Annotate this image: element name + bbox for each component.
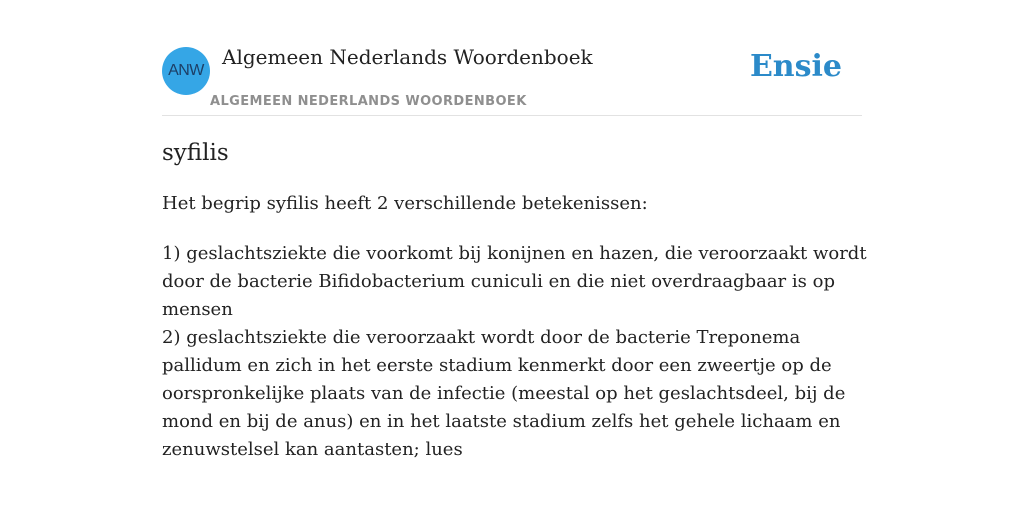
dictionary-header: [162, 0, 862, 116]
ensie-brand-link[interactable]: Ensie: [749, 49, 842, 84]
logo-text: ANW: [168, 62, 204, 79]
entry-term: syfilis: [162, 140, 229, 166]
meaning-item: 1) geslachtsziekte die voorkomt bij konijnen en hazen, die veroorzaakt wordt door de bacterie Bifidobacterium cuniculi en die niet overdraagbaar is op mensen: [162, 243, 867, 320]
dictionary-title[interactable]: Algemeen Nederlands Woordenboek: [222, 45, 593, 69]
anw-logo[interactable]: [162, 47, 210, 95]
entry-intro: Het begrip syfilis heeft 2 verschillende betekenissen:: [162, 193, 648, 214]
dictionary-subtitle: ALGEMEEN NEDERLANDS WOORDENBOEK: [210, 94, 527, 109]
meanings-list: [162, 240, 872, 464]
main-container: [162, 0, 867, 460]
meaning-item: 2) geslachtsziekte die veroorzaakt wordt door de bacterie Treponema pallidum en zich in het eerste stadium kenmerkt door een zweertje op de oorspronkelijke plaats van de infectie (meestal op het geslachtsdeel, bij de mond en bij de anus) en in het laatste stadium zelfs het gehele lichaam en zenuwstelsel kan aantasten; lues: [162, 327, 846, 460]
